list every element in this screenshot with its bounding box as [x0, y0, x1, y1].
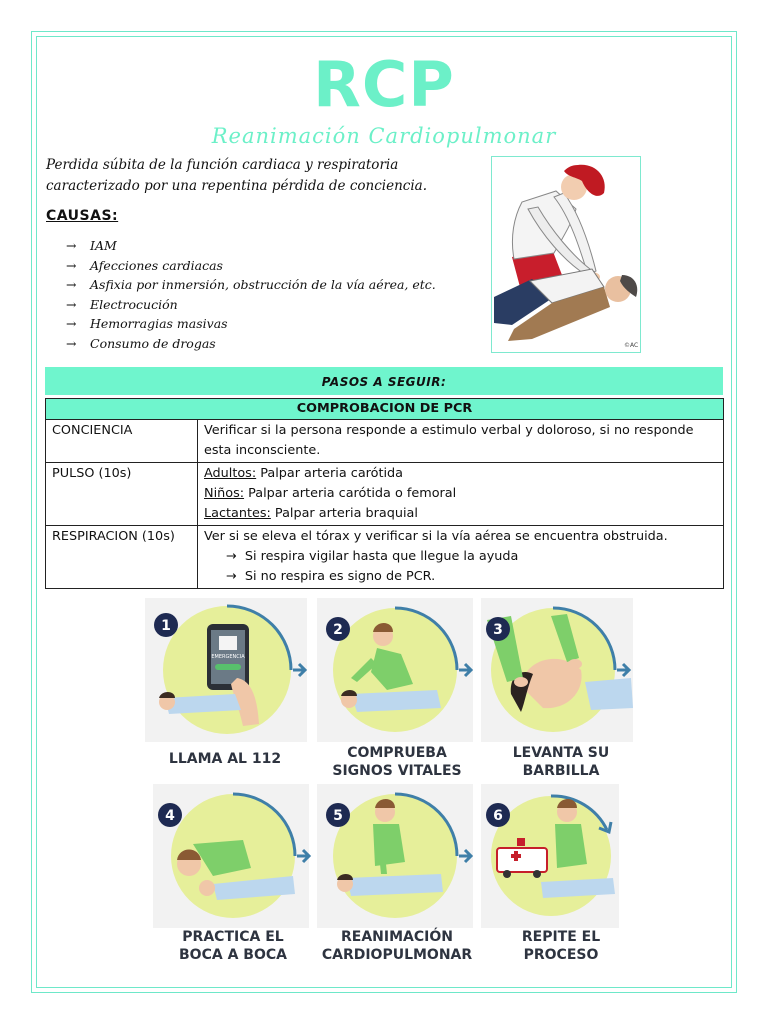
- step-label: LEVANTA SU BARBILLA: [512, 745, 610, 779]
- arrow-right-icon: →: [66, 277, 77, 293]
- step-label: PRACTICA EL BOCA A BOCA: [179, 929, 287, 963]
- step-number-badge: [485, 616, 511, 642]
- svg-text:2: 2: [333, 622, 343, 638]
- step-2: [317, 598, 477, 779]
- cpr-rescuer-illustration: [492, 157, 640, 352]
- step-6: [481, 784, 641, 963]
- phone-screen-text: EMERGENCIA: [211, 654, 245, 660]
- table-header: COMPROBACION DE PCR: [46, 399, 724, 420]
- step-number-badge: [325, 616, 351, 642]
- row-label: PULSO (10s): [46, 463, 198, 526]
- definition-line: Perdida súbita de la función cardiaca y respiratoria: [46, 157, 399, 173]
- step-number-badge: [153, 612, 179, 638]
- row-label: RESPIRACION (10s): [46, 526, 198, 589]
- table-row: [46, 526, 724, 589]
- step-3: [481, 598, 641, 779]
- definition-line: caracterizado por una repentina pérdida de conciencia.: [46, 178, 427, 194]
- row-text: Adultos: Palpar arteria carótida Niños: Palpar arteria carótida o femoral Lactantes: Palpar arteria braquial: [198, 463, 724, 526]
- arrow-right-icon: →: [66, 238, 77, 253]
- step-number-badge: [325, 802, 351, 828]
- arrow-right-icon: →: [226, 549, 237, 564]
- pcr-check-table: [45, 398, 724, 589]
- step-label: COMPRUEBA SIGNOS VITALES: [332, 745, 462, 779]
- step-1: [145, 598, 305, 767]
- list-item: → Afecciones cardiacas: [66, 256, 436, 276]
- step-number-badge: [157, 802, 183, 828]
- step-5: [317, 784, 477, 963]
- page-subtitle: Reanimación Cardiopulmonar: [211, 124, 557, 148]
- svg-text:6: 6: [493, 808, 503, 824]
- arrow-right-icon: →: [66, 335, 77, 351]
- arrow-right-icon: →: [66, 257, 77, 273]
- list-item: → Electrocución: [66, 295, 436, 315]
- arrow-right-icon: →: [226, 569, 237, 584]
- row-text: Ver si se eleva el tórax y verificar si la vía aérea se encuentra obstruida. → Si respira vigilar hasta que llegue la ayuda → Si no respira es signo de PCR.: [198, 526, 724, 589]
- cpr-illustration: [491, 156, 641, 353]
- illustration-signature: ©AC: [624, 342, 639, 349]
- svg-text:5: 5: [333, 808, 343, 824]
- step-label: LLAMA AL 112: [168, 751, 282, 767]
- svg-text:3: 3: [493, 622, 503, 638]
- row-label: CONCIENCIA: [46, 420, 198, 463]
- svg-text:1: 1: [161, 618, 171, 634]
- step-number-badge: [485, 802, 511, 828]
- row-text: Verificar si la persona responde a estimulo verbal y doloroso, si no responde esta inconsciente.: [198, 420, 724, 463]
- arrow-right-icon: →: [66, 316, 77, 332]
- step-label: REPITE EL PROCESO: [521, 929, 601, 963]
- step-label: REANIMACIÓN CARDIOPULMONAR: [321, 929, 473, 963]
- list-item: → IAM: [66, 236, 436, 256]
- list-item: → Hemorragias masivas: [66, 314, 436, 334]
- causas-heading: CAUSAS:: [46, 208, 119, 224]
- page-title: RCP: [313, 48, 455, 121]
- list-item: → Consumo de drogas: [66, 334, 436, 354]
- list-item: → Asfixia por inmersión, obstrucción de la vía aérea, etc.: [66, 275, 436, 295]
- definition-text: [46, 155, 466, 197]
- table-row: [46, 420, 724, 463]
- table-row: [46, 463, 724, 526]
- steps-heading-band: PASOS A SEGUIR:: [45, 367, 723, 395]
- svg-text:4: 4: [165, 808, 175, 824]
- arrow-right-icon: →: [66, 296, 77, 312]
- causas-list: [66, 236, 436, 354]
- step-4: [153, 784, 313, 963]
- cpr-steps-infographic: [145, 598, 635, 978]
